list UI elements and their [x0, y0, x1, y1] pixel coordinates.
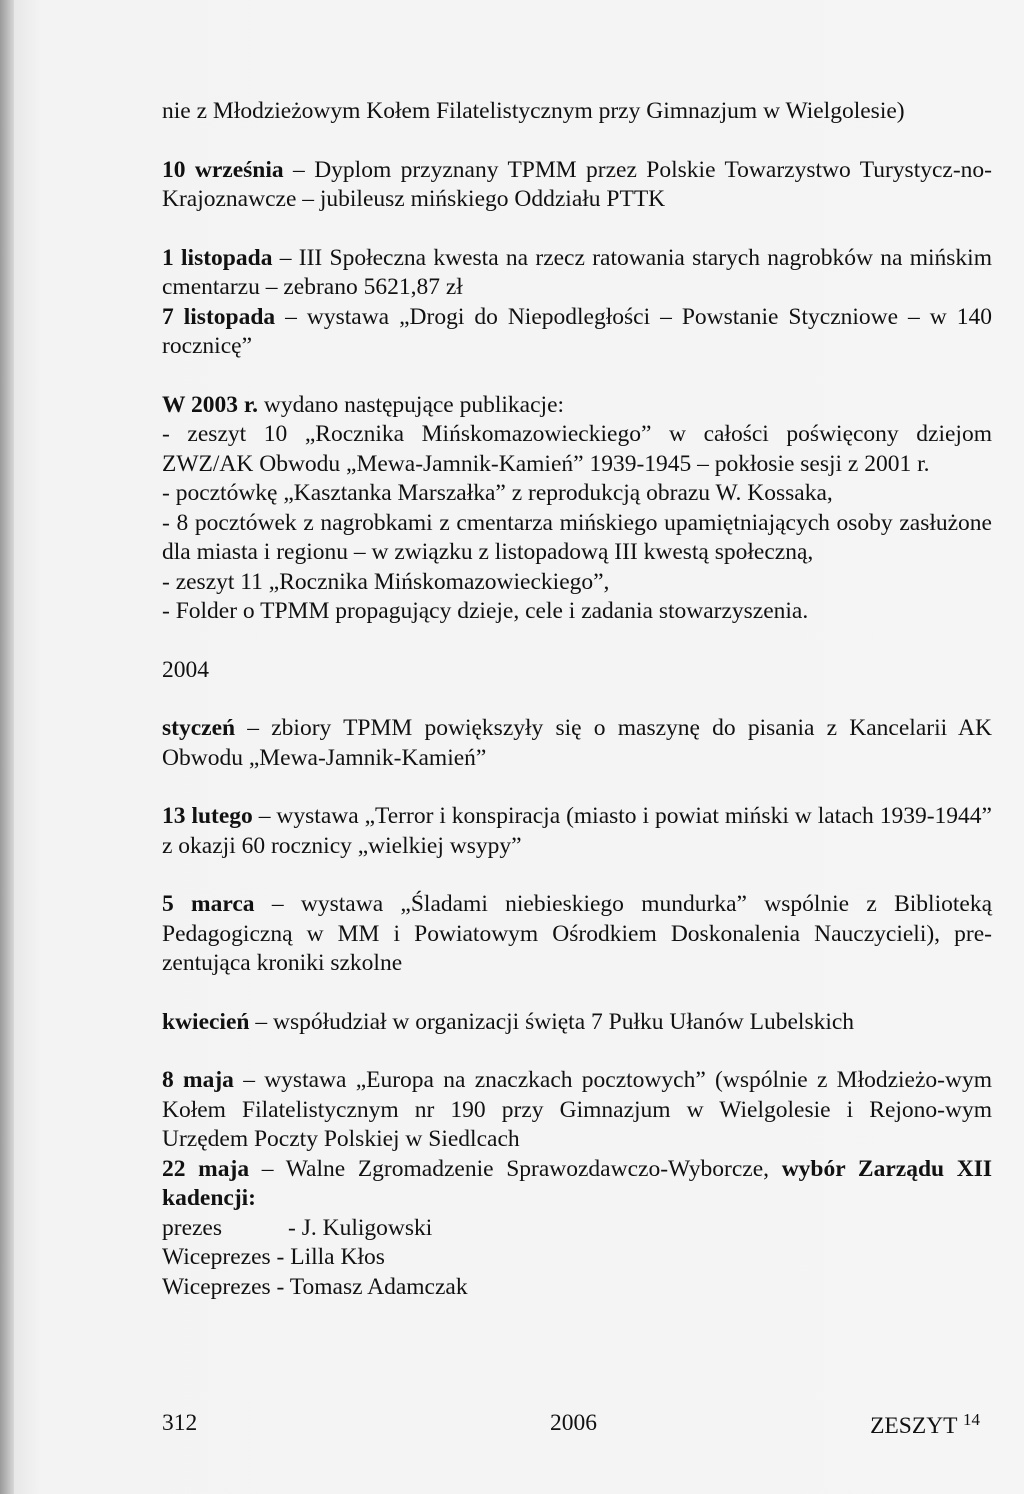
text-paragraph — [162, 97, 992, 127]
text-paragraph — [162, 244, 992, 303]
paragraph-text: – wystawa „Śladami niebieskiego mundurka” wspólnie z Biblioteką Pedagogiczną w MM i Powiatowym Ośrodkiem Doskonalenia Nauczycieli), pre-zentująca kroniki szkolne — [162, 891, 992, 976]
document-body — [162, 97, 992, 1302]
date-heading: 13 lutego — [162, 803, 253, 829]
date-heading: 1 listopada — [162, 244, 273, 271]
paragraph-gap — [162, 685, 992, 714]
paragraph-text: – współudział w organizacji święta 7 Pułku Ułanów Lubelskich — [249, 1008, 855, 1035]
issue-label — [870, 1410, 980, 1440]
paragraph-gap — [162, 979, 992, 1008]
paragraph-text: - Folder o TPMM propagujący dzieje, cele i zadania stowarzyszenia. — [162, 598, 809, 624]
text-paragraph — [162, 1155, 992, 1214]
text-paragraph — [162, 597, 992, 627]
paragraph-text: - zeszyt 11 „Rocznika Mińskomazowieckiego”, — [162, 568, 610, 595]
paragraph-text: – wystawa „Drogi do Niepodległości – Powstanie Styczniowe – w 140 rocznicę” — [162, 303, 992, 359]
paragraph-gap — [162, 773, 992, 802]
paragraph-text: – Walne Zgromadzenie Sprawozdawczo-Wyborcze, — [249, 1155, 782, 1182]
text-paragraph — [162, 568, 992, 598]
text-paragraph — [162, 420, 992, 479]
text-paragraph — [162, 802, 992, 861]
paragraph-text: Wiceprezes - Lilla Kłos — [162, 1244, 385, 1270]
paragraph-gap — [162, 1037, 992, 1066]
paragraph-text: - zeszyt 10 „Rocznika Mińskomazowieckiego” w całości poświęcony dziejom ZWZ/AK Obwodu „Mewa-Jamnik-Kamień” 1939-1945 – pokłosie sesji z 2001 r. — [162, 421, 992, 477]
paragraph-text: - pocztówkę „Kasztanka Marszałka” z reprodukcją obrazu W. Kossaka, — [162, 480, 833, 506]
date-heading: W 2003 r. — [162, 391, 258, 418]
page-footer — [162, 1410, 992, 1440]
paragraph-gap — [162, 362, 992, 391]
board-member-name: - J. Kuligowski — [288, 1214, 433, 1241]
date-heading: kwiecień — [162, 1008, 250, 1035]
issue-word: ZESZYT — [870, 1413, 958, 1439]
paragraph-text: wydano następujące publikacje: — [257, 391, 565, 418]
issue-number: 14 — [963, 1410, 980, 1429]
paragraph-gap — [162, 215, 992, 244]
board-role: prezes — [162, 1214, 223, 1241]
paragraph-gap — [162, 861, 992, 890]
date-heading: wybór Zarządu XII kadencji: — [162, 1155, 993, 1211]
date-heading: 10 września — [162, 156, 284, 183]
book-spine-shadow — [0, 0, 14, 1494]
text-paragraph — [162, 1008, 992, 1038]
text-paragraph — [162, 479, 992, 509]
text-paragraph — [162, 714, 992, 773]
date-heading: 8 maja — [162, 1067, 234, 1093]
paragraph-text: Wiceprezes - Tomasz Adamczak — [162, 1273, 468, 1300]
paragraph-text: – zbiory TPMM powiększyły się o maszynę do pisania z Kancelarii AK Obwodu „Mewa-Jamnik-Kamień” — [162, 715, 992, 771]
publication-year: 2006 — [550, 1410, 597, 1436]
text-paragraph — [162, 303, 992, 362]
text-paragraph — [162, 509, 992, 568]
paragraph-text: – wystawa „Terror i konspiracja (miasto i powiat miński w latach 1939-1944” z okazji 60 rocznicy „wielkiej wsypy” — [162, 803, 992, 859]
board-member-row — [162, 1214, 992, 1244]
paragraph-text: - 8 pocztówek z nagrobkami z cmentarza mińskiego upamiętniających osoby zasłużone dla miasta i regionu – w związku z listopadową III kwestą społeczną, — [162, 509, 992, 565]
text-paragraph — [162, 890, 992, 979]
paragraph-gap — [162, 127, 992, 156]
text-paragraph — [162, 156, 992, 215]
paragraph-text: nie z Młodzieżowym Kołem Filatelistycznym przy Gimnazjum w Wielgolesie) — [162, 98, 905, 124]
text-paragraph — [162, 1066, 992, 1155]
text-paragraph — [162, 1273, 992, 1303]
date-heading: 5 marca — [162, 891, 255, 917]
text-paragraph — [162, 391, 992, 421]
paragraph-text: – wystawa „Europa na znaczkach pocztowych” (wspólnie z Młodzieżo-wym Kołem Filatelistycznym nr 190 przy Gimnazjum w Wielgolesie i Rejono-wym Urzędem Poczty Polskiej w Siedlcach — [162, 1067, 992, 1152]
date-heading: 7 listopada — [162, 303, 276, 330]
text-paragraph — [162, 656, 992, 686]
date-heading: 22 maja — [162, 1155, 250, 1182]
paragraph-text: – III Społeczna kwesta na rzecz ratowania starych nagrobków na mińskim cmentarzu – zebrano 5621,87 zł — [162, 244, 992, 300]
paragraph-text: – Dyplom przyznany TPMM przez Polskie Towarzystwo Turystycz-no-Krajoznawcze – jubileusz mińskiego Oddziału PTTK — [162, 156, 992, 212]
paragraph-gap — [162, 627, 992, 656]
paragraph-text: 2004 — [162, 656, 209, 683]
page-number: 312 — [162, 1410, 198, 1436]
text-paragraph — [162, 1243, 992, 1273]
date-heading: styczeń — [162, 715, 236, 741]
